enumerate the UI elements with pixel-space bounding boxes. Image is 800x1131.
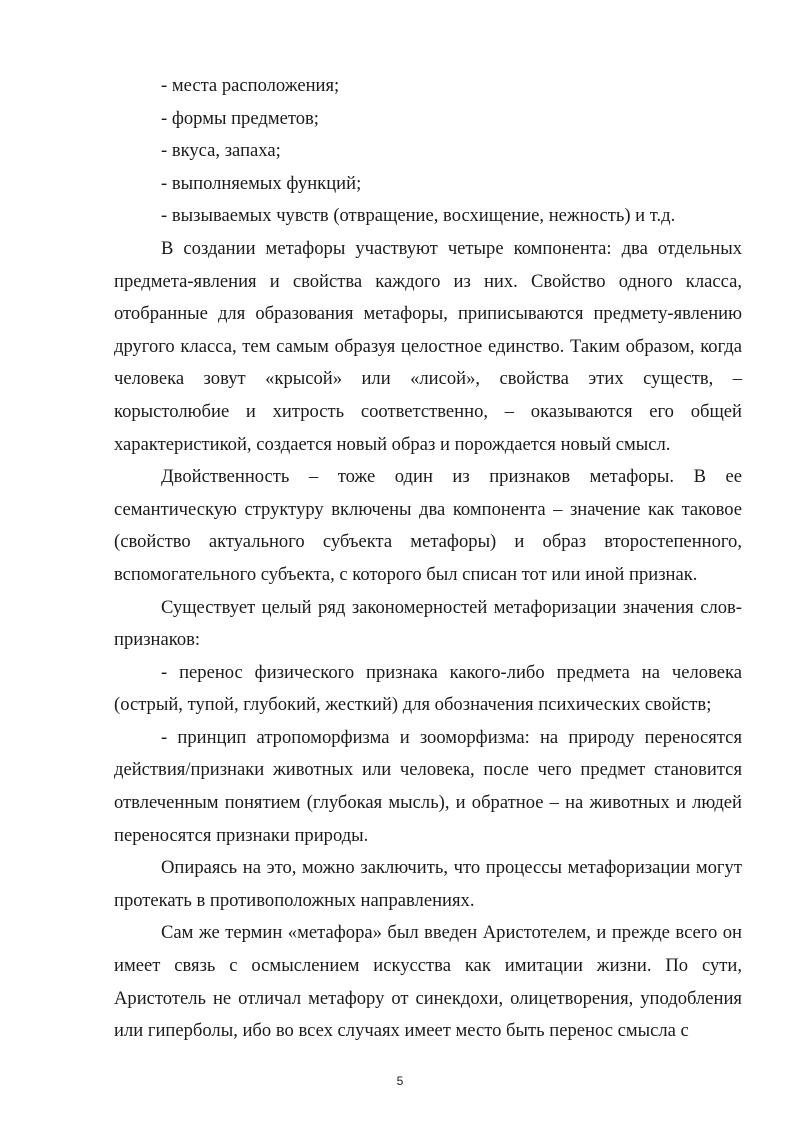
paragraph: Существует целый ряд закономерностей метафоризации значения слов-признаков: xyxy=(114,596,742,651)
paragraph: - перенос физического признака какого-либо предмета на человека (острый, тупой, глубокий, жесткий) для обозначения психических свойств; xyxy=(114,661,742,716)
paragraph: Опираясь на это, можно заключить, что процессы метафоризации могут протекать в противоположных направлениях. xyxy=(114,857,742,911)
page-number: 5 xyxy=(396,1074,404,1088)
list-item: - вкуса, запаха; xyxy=(161,140,281,162)
paragraph: Двойственность – тоже один из признаков метафоры. В ее семантическую структуру включены два компонента – значение как таковое (свойство актуального субъекта метафоры) и образ второстепенного, вспомогательного субъекта, с которого был списан тот или иной признак. xyxy=(114,466,742,585)
list-item: - места расположения; xyxy=(161,75,340,96)
list-item: - формы предметов; xyxy=(161,107,319,129)
list-item: - выполняемых функций; xyxy=(161,172,362,194)
list-item: - вызываемых чувств (отвращение, восхищение, нежность) и т.д. xyxy=(161,205,676,227)
paragraph: Сам же термин «метафора» был введен Аристотелем, и прежде всего он имеет связь с осмыслением искусства как имитации жизни. По сути, Аристотель не отличал метафору от синекдохи, олицетворения, уподобления или гиперболы, ибо во всех случаях имеет место быть перенос смысла с xyxy=(114,922,742,1042)
paragraph: В создании метафоры участвуют четыре компонента: два отдельных предмета-явления и свойства каждого из них. Свойство одного класса, отобранные для образования метафоры, приписываются предмету-явлению другого класса, тем самым образуя целостное единство. Таким образом, когда человека зовут «крысой» или «лисой», свойства этих существ, – корыстолюбие и хитрость соответственно, – оказываются его общей характеристикой, создается новый образ и порождается новый смысл. xyxy=(114,237,742,455)
paragraph: - принцип атропоморфизма и зооморфизма: на природу переносятся действия/признаки животных или человека, после чего предмет становится отвлеченным понятием (глубокая мысль), и обратное – на животных и людей переносятся признаки природы. xyxy=(114,726,742,846)
document-page xyxy=(114,70,742,1048)
